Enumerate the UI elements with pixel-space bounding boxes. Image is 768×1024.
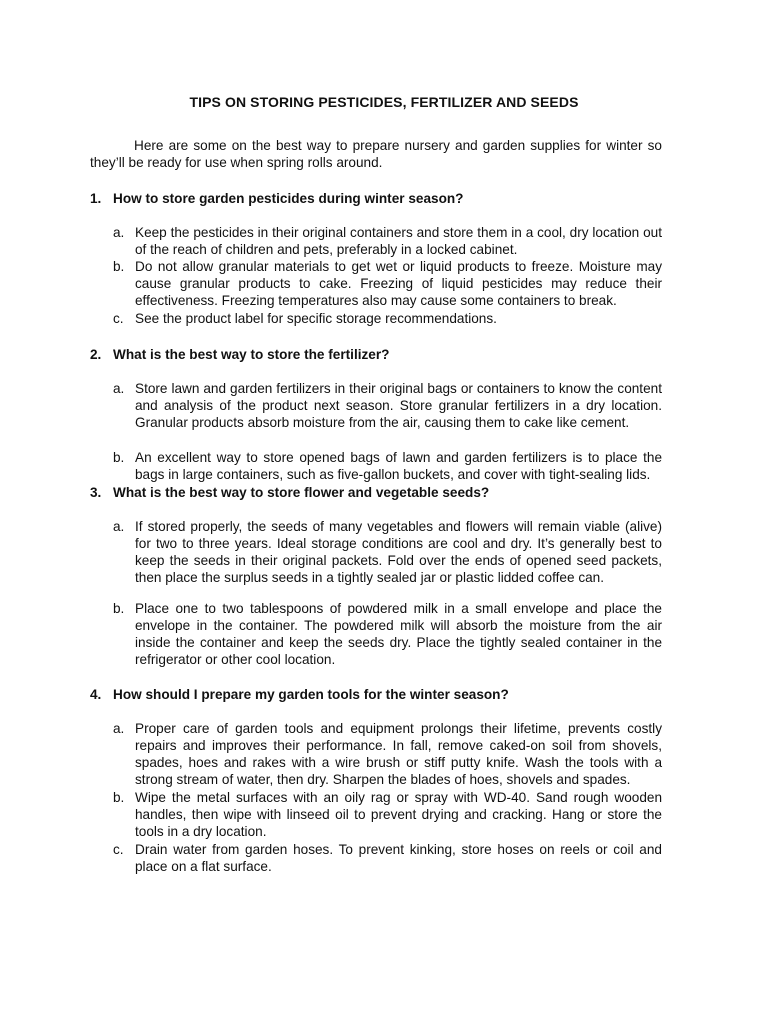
list-item (113, 518, 662, 586)
item-text: See the product label for specific storage recommendations. (135, 311, 497, 326)
question-1 (90, 190, 690, 207)
list-item (113, 380, 662, 431)
list-item (113, 224, 662, 258)
document-title: TIPS ON STORING PESTICIDES, FERTILIZER AND SEEDS (189, 94, 579, 110)
list-item (113, 789, 662, 840)
item-letter: a. (113, 721, 125, 736)
item-text: Drain water from garden hoses. To prevent kinking, store hoses on reels or coil and place on a flat surface. (135, 842, 662, 874)
question-number: 3. (90, 485, 102, 500)
item-text: Wipe the metal surfaces with an oily rag or spray with WD-40. Sand rough wooden handles, then wipe with linseed oil to prevent drying and cracking. Hang or store the tools in a dry location. (135, 790, 662, 839)
list-item (113, 449, 662, 483)
question-text: What is the best way to store flower and vegetable seeds? (113, 485, 490, 500)
item-letter: c. (113, 842, 124, 857)
question-text: How to store garden pesticides during winter season? (113, 191, 464, 206)
item-text: An excellent way to store opened bags of lawn and garden fertilizers is to place the bags in large containers, such as five-gallon buckets, and cover with tight-sealing lids. (135, 450, 662, 482)
question-3 (90, 484, 690, 501)
item-letter: b. (113, 601, 125, 616)
list-item (113, 720, 662, 788)
item-text: Proper care of garden tools and equipment prolongs their lifetime, prevents costly repairs and improves their performance. In fall, remove caked-on soil from shovels, spades, hoes and rakes with a wire brush or stiff putty knife. Wash the tools with a strong stream of water, then dry. Sharpen the blades of hoes, shovels and spades. (135, 721, 662, 787)
item-letter: a. (113, 519, 125, 534)
item-letter: a. (113, 225, 125, 240)
question-2 (90, 346, 690, 363)
intro-paragraph: Here are some on the best way to prepare nursery and garden supplies for winter so they’ll be ready for use when spring rolls around. (90, 138, 662, 170)
item-text: Do not allow granular materials to get wet or liquid products to freeze. Moisture may cause granular products to cake. Freezing of liquid pesticides may reduce their effectiveness. Freezing temperatures also may cause some containers to break. (135, 259, 662, 308)
question-number: 4. (90, 687, 102, 702)
list-item (113, 258, 662, 309)
list-item (113, 841, 662, 875)
item-letter: a. (113, 381, 125, 396)
question-text: How should I prepare my garden tools for the winter season? (113, 687, 509, 702)
item-letter: b. (113, 450, 125, 465)
item-text: If stored properly, the seeds of many vegetables and flowers will remain viable (alive) for two to three years. Ideal storage conditions are cool and dry. It’s generally best to keep the seeds in their original packets. Fold over the ends of opened seed packets, then place the surplus seeds in a tightly sealed jar or plastic lidded coffee can. (135, 519, 662, 585)
item-text: Store lawn and garden fertilizers in their original bags or containers to know the content and analysis of the product next season. Store granular fertilizers in a dry location. Granular products absorb moisture from the air, causing them to cake like cement. (135, 381, 662, 430)
item-letter: c. (113, 311, 124, 326)
item-letter: b. (113, 790, 125, 805)
question-4 (90, 686, 690, 703)
list-item (113, 600, 662, 668)
question-text: What is the best way to store the fertilizer? (113, 347, 390, 362)
item-text: Place one to two tablespoons of powdered milk in a small envelope and place the envelope in the container. The powdered milk will absorb the moisture from the air inside the container and keep the seeds dry. Place the tightly sealed container in the refrigerator or other cool location. (135, 601, 662, 667)
list-item (113, 310, 662, 327)
item-letter: b. (113, 259, 125, 274)
question-number: 2. (90, 347, 102, 362)
question-number: 1. (90, 191, 102, 206)
item-text: Keep the pesticides in their original containers and store them in a cool, dry location out of the reach of children and pets, preferably in a locked cabinet. (135, 225, 662, 257)
